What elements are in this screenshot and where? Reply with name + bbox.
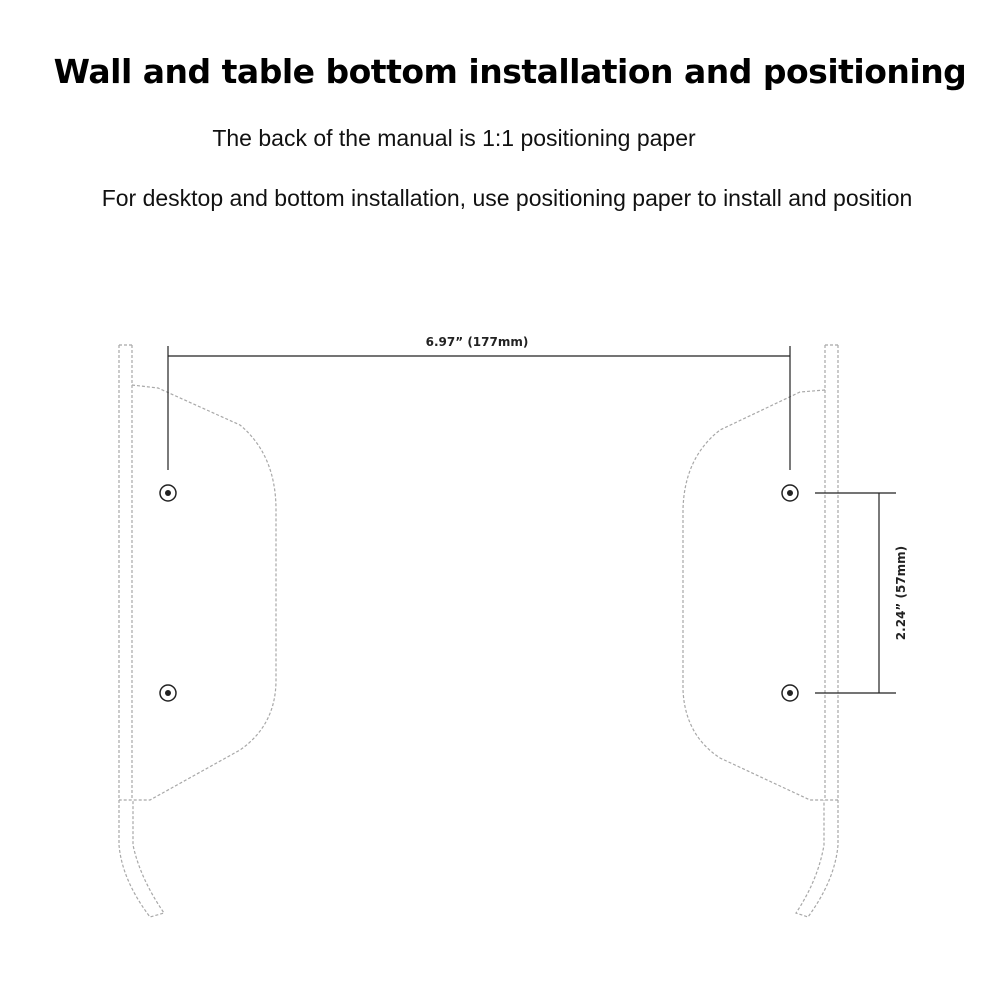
right-bracket-outline xyxy=(683,345,838,917)
vertical-dimension-label: 2.24” (57mm) xyxy=(894,545,908,641)
horizontal-dimension xyxy=(168,346,790,470)
mounting-hole-top-left xyxy=(160,485,176,501)
mounting-hole-bottom-right xyxy=(782,685,798,701)
mounting-hole-top-right xyxy=(782,485,798,501)
left-bracket-outline xyxy=(119,345,276,917)
instruction-text: For desktop and bottom installation, use positioning paper to install and position xyxy=(101,185,913,211)
vertical-dimension xyxy=(815,493,896,693)
mounting-hole-bottom-left xyxy=(160,685,176,701)
horizontal-dimension-label: 6.97” (177mm) xyxy=(425,335,529,349)
page-subtitle: The back of the manual is 1:1 positioning paper xyxy=(212,125,696,151)
page-title: Wall and table bottom installation and positioning xyxy=(53,52,967,91)
